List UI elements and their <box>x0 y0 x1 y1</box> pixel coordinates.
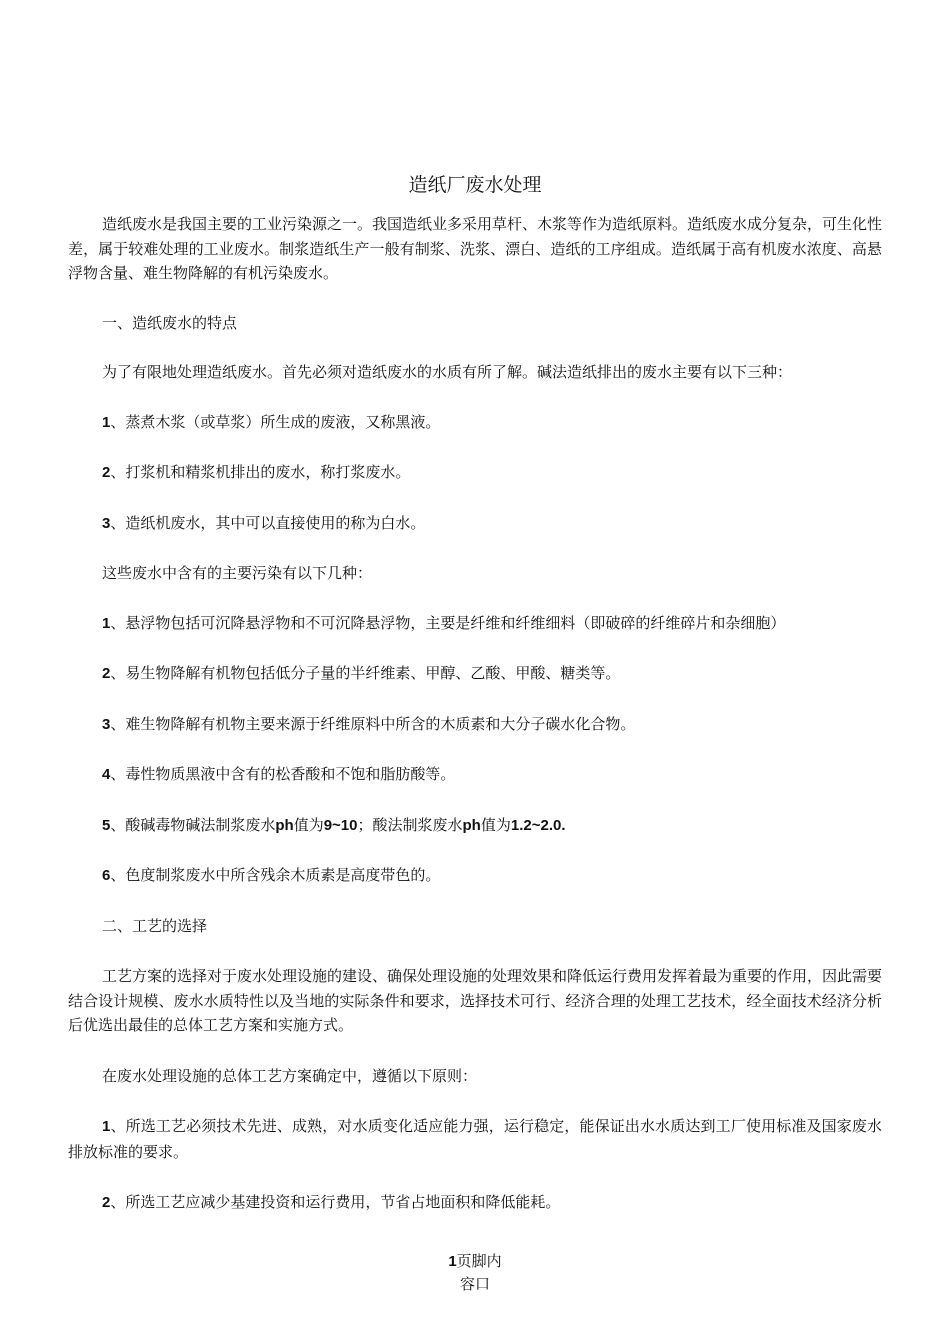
item-number: 4 <box>102 766 111 783</box>
principle-item <box>68 1190 882 1216</box>
item-number: 2 <box>102 1194 111 1211</box>
item-number: 2 <box>102 665 111 682</box>
document-title: 造纸厂废水处理 <box>408 174 542 196</box>
pollutant-item <box>68 712 882 738</box>
item-text: 值为 <box>293 815 324 834</box>
footer-line-2: 容口 <box>459 1275 490 1293</box>
item-text: 值为 <box>480 815 511 834</box>
item-number: 3 <box>102 715 111 733</box>
wastewater-type-item <box>68 410 882 436</box>
footer-line-1 <box>0 1250 950 1273</box>
item-number: 1 <box>102 1118 111 1135</box>
item-number: 3 <box>102 514 111 532</box>
section2-heading: 二、工艺的选择 <box>102 916 208 935</box>
item-text: 、造纸机废水，其中可以直接使用的称为白水。 <box>110 513 426 532</box>
wastewater-type-item <box>68 460 882 486</box>
ph-label: ph <box>275 816 294 834</box>
item-text: 、所选工艺应减少基建投资和运行费用，节省占地面积和降低能耗。 <box>110 1193 561 1211</box>
item-text: 、毒性物质黑液中含有的松香酸和不饱和脂肪酸等。 <box>110 765 456 783</box>
section1-lead: 为了有限地处理造纸废水。首先必须对造纸废水的水质有所了解。碱法造纸排出的废水主要有以下三种： <box>102 363 793 381</box>
principles-lead: 在废水处理设施的总体工艺方案确定中，遵循以下原则： <box>102 1066 478 1085</box>
item-text: 、酸碱毒物碱法制浆废水 <box>110 815 276 834</box>
item-text: 、蒸煮木浆（或草浆）所生成的废液，又称黑液。 <box>110 412 441 431</box>
ph-value: 1.2~2.0. <box>510 816 566 834</box>
ph-value: 9~10 <box>323 816 358 834</box>
item-text: 、悬浮物包括可沉降悬浮物和不可沉降悬浮物，主要是纤维和纤维细料（即破碎的纤维碎片和杂细胞） <box>110 613 786 632</box>
item-text: 、打浆机和精浆机排出的废水，称打浆废水。 <box>110 463 411 481</box>
pollutant-item <box>68 611 882 637</box>
item-text: 、所选工艺必须技术先进、成熟，对水质变化适应能力强，运行稳定，能保证出水水质达到工厂使用标准及国家废水排放标准的要求。 <box>68 1117 882 1161</box>
item-text: 、色度制浆废水中所含残余木质素是高度带色的。 <box>110 866 441 884</box>
item-number: 2 <box>102 464 111 481</box>
item-text: 、难生物降解有机物主要来源于纤维原料中所含的木质素和大分子碳水化合物。 <box>110 714 636 733</box>
section1-heading: 一、造纸废水的特点 <box>102 313 238 332</box>
acid-base-item <box>68 813 882 839</box>
color-item <box>68 863 882 889</box>
pollutant-item <box>68 762 882 788</box>
ph-label: ph <box>462 816 481 834</box>
item-number: 1 <box>102 413 111 431</box>
intro-paragraph: 造纸废水是我国主要的工业污染源之一。我国造纸业多采用草杆、木浆等作为造纸原料。造纸废水成分复杂，可生化性差，属于较难处理的工业废水。制浆造纸生产一般有制浆、洗浆、漂白、造纸的工序组成。造纸属于高有机废水浓度、高悬浮物含量、难生物降解的有机污染废水。 <box>68 215 883 282</box>
pollutant-item <box>68 661 882 687</box>
wastewater-type-item <box>68 511 882 537</box>
item-number: 1 <box>102 614 111 632</box>
item-text: ；酸法制浆废水 <box>357 815 463 834</box>
document-body <box>68 212 882 1216</box>
item-text: 、易生物降解有机物包括低分子量的半纤维素、甲醇、乙酸、甲酸、糖类等。 <box>110 664 621 682</box>
item-number: 5 <box>102 816 111 834</box>
pollutant-lead: 这些废水中含有的主要污染有以下几种： <box>102 564 373 582</box>
footer-page-number: 1 <box>448 1253 457 1270</box>
footer-text: 页脚内 <box>456 1252 502 1270</box>
principle-item <box>68 1114 882 1164</box>
page-footer <box>0 1250 950 1296</box>
process-selection-paragraph: 工艺方案的选择对于废水处理设施的建设、确保处理设施的处理效果和降低运行费用发挥着最为重要的作用，因此需要结合设计规模、废水水质特性以及当地的实际条件和要求，选择技术可行、经济合理的处理工艺技术，经全面技术经济分析后优选出最佳的总体工艺方案和实施方式。 <box>68 967 883 1034</box>
item-number: 6 <box>102 867 111 884</box>
